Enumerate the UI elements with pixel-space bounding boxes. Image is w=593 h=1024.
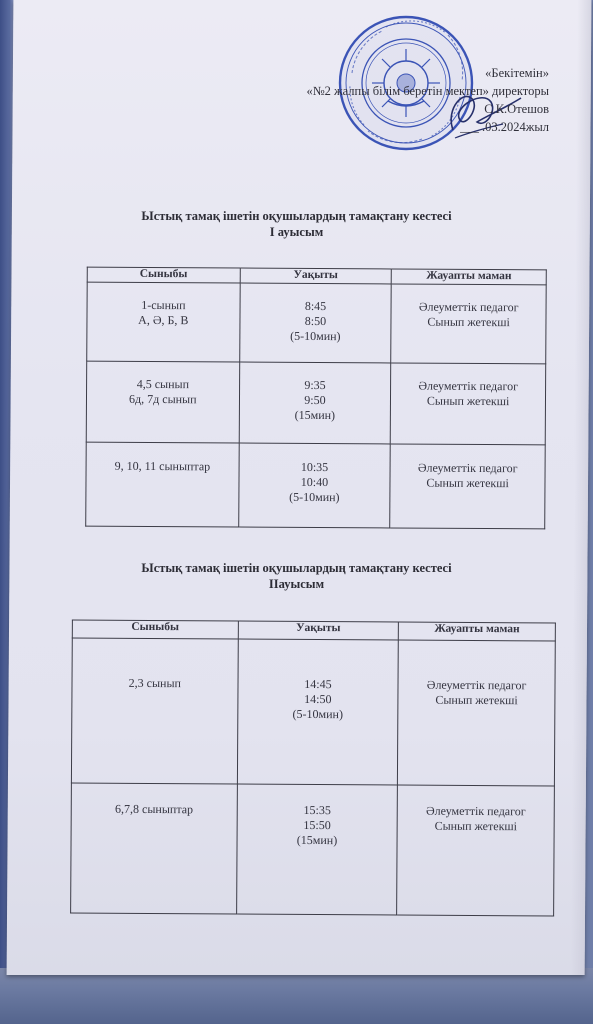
shift2-heading bbox=[0, 560, 593, 592]
cell-line: 1-сынып bbox=[141, 297, 186, 313]
cell-line: (5-10мин) bbox=[292, 706, 344, 722]
table-row bbox=[71, 638, 555, 786]
column-header-time: Уақыты bbox=[238, 621, 399, 640]
cell-line: 10:40 bbox=[300, 474, 329, 490]
cell-line: Әлеуметтік педагог bbox=[426, 677, 527, 693]
shift1-subtitle: І ауысым bbox=[269, 225, 324, 239]
table-row bbox=[87, 282, 546, 364]
cell-line: 15:35 bbox=[303, 802, 331, 818]
class-cell bbox=[71, 783, 237, 914]
shift2-title: Ыстық тамақ ішетін оқушылардың тамақтану кестесі bbox=[141, 561, 452, 575]
cell-line: (15мин) bbox=[296, 832, 338, 848]
approval-director: С.К.Отешов bbox=[484, 102, 549, 116]
cell-line: Әлеуметтік педагог bbox=[425, 803, 526, 819]
approval-school: «№2 жалпы білім беретін мектеп» директоры bbox=[306, 84, 549, 98]
background-surface bbox=[0, 968, 593, 1024]
cell-line: 10:35 bbox=[300, 459, 329, 475]
class-cell bbox=[86, 361, 239, 443]
cell-line: 9, 10, 11 сыныптар bbox=[114, 458, 211, 474]
approval-title: «Бекітемін» bbox=[485, 66, 549, 80]
cell-line: 8:50 bbox=[304, 313, 327, 329]
time-cell bbox=[236, 784, 397, 915]
responsible-cell bbox=[390, 444, 545, 529]
cell-line: 6,7,8 сыныптар bbox=[115, 801, 194, 817]
cell-line: 15:50 bbox=[303, 817, 331, 833]
cell-line: Сынып жетекші bbox=[426, 393, 510, 409]
shift1-table bbox=[85, 267, 547, 530]
cell-line: 6д, 7д сынып bbox=[129, 391, 197, 407]
shift1-title: Ыстық тамақ ішетін оқушылардың тамақтану кестесі bbox=[141, 209, 452, 223]
cell-line: 14:50 bbox=[304, 691, 332, 707]
cell-line: Сынып жетекші bbox=[434, 818, 518, 834]
cell-line: Сынып жетекші bbox=[427, 314, 510, 330]
cell-line: А, Ә, Б, В bbox=[138, 312, 189, 328]
time-cell bbox=[239, 283, 391, 363]
cell-line: (15мин) bbox=[294, 407, 336, 423]
approval-block bbox=[306, 64, 549, 136]
cell-line: 2,3 сынып bbox=[128, 675, 182, 691]
cell-line: Сынып жетекші bbox=[426, 475, 509, 491]
time-cell bbox=[239, 362, 391, 444]
cell-line: Әлеуметтік педагог bbox=[418, 378, 519, 394]
table-row bbox=[86, 442, 546, 529]
approval-date: ___ .03.2024жыл bbox=[460, 120, 549, 134]
responsible-cell bbox=[391, 284, 546, 364]
column-header-class: Сыныбы bbox=[87, 267, 240, 283]
cell-line: 9:35 bbox=[304, 377, 326, 393]
cell-line: Әлеуметтік педагог bbox=[417, 460, 518, 476]
shift2-table bbox=[70, 620, 556, 917]
sheet-edge-shadow bbox=[571, 0, 592, 975]
responsible-cell bbox=[398, 640, 556, 786]
column-header-time: Уақыты bbox=[240, 268, 392, 284]
table-row bbox=[71, 783, 555, 916]
column-header-class: Сыныбы bbox=[72, 620, 238, 639]
column-header-responsible: Жауапты маман bbox=[391, 269, 546, 285]
class-cell bbox=[87, 282, 240, 362]
cell-line: Сынып жетекші bbox=[435, 692, 518, 708]
cell-line: 8:45 bbox=[304, 298, 327, 314]
responsible-cell bbox=[391, 363, 546, 445]
time-cell bbox=[237, 639, 399, 785]
cell-line: 9:50 bbox=[304, 392, 326, 408]
table-row bbox=[86, 361, 545, 445]
shift1-heading bbox=[0, 208, 593, 240]
cell-line: 14:45 bbox=[304, 676, 332, 692]
shift2-subtitle: ІІауысым bbox=[268, 577, 325, 591]
class-cell bbox=[71, 638, 238, 784]
time-cell bbox=[238, 443, 390, 528]
cell-line: 4,5 сынып bbox=[136, 376, 190, 392]
responsible-cell bbox=[397, 785, 555, 916]
cell-line: Әлеуметтік педагог bbox=[418, 299, 519, 315]
column-header-responsible: Жауапты маман bbox=[399, 622, 556, 641]
class-cell bbox=[86, 442, 239, 527]
cell-line: (5-10мин) bbox=[290, 328, 341, 344]
cell-line: (5-10мин) bbox=[289, 489, 340, 505]
